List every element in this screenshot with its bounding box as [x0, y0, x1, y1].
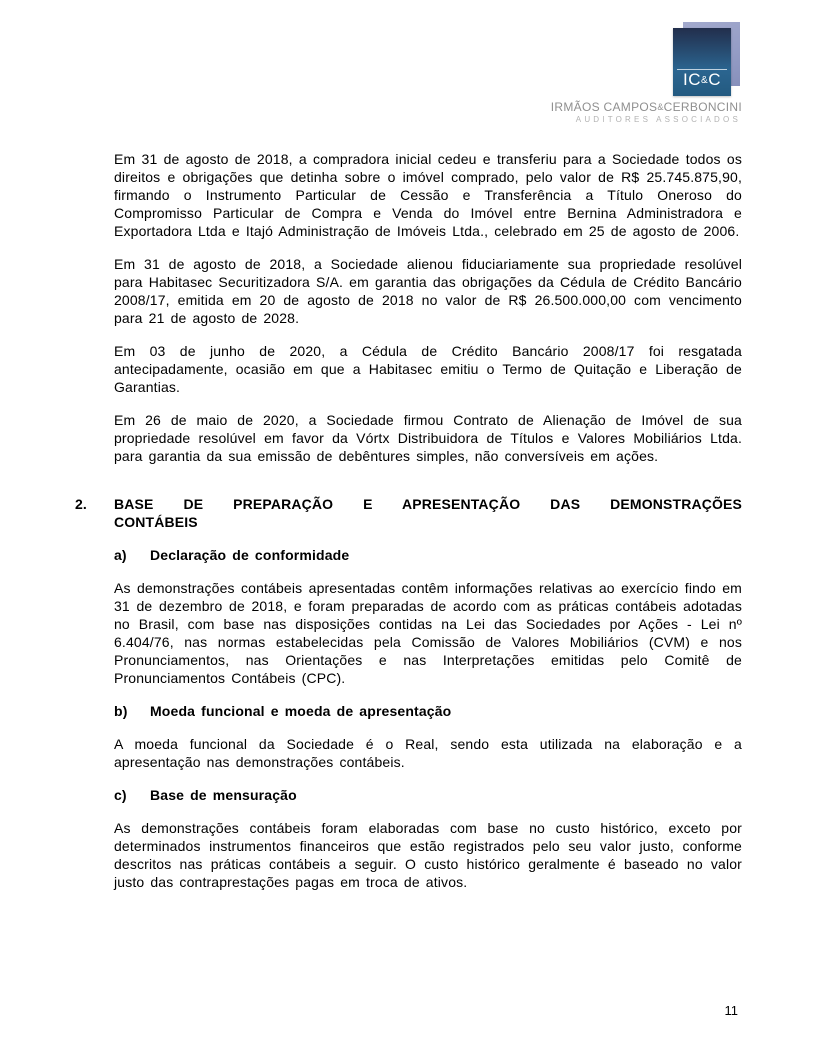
- subsection-c-title: Base de mensuração: [150, 787, 297, 803]
- company-name-prefix: IRMÃOS CAMPOS: [550, 100, 658, 114]
- logo-monogram-amp: &: [701, 75, 709, 86]
- subsection-a-title: Declaração de conformidade: [150, 547, 350, 563]
- section-2-number: 2.: [75, 496, 87, 512]
- icc-logo: [668, 18, 742, 98]
- subsection-a-label: a): [114, 547, 127, 563]
- subsection-b-heading: [114, 702, 742, 720]
- intro-paragraph-1: Em 31 de agosto de 2018, a compradora inicial cedeu e transferiu para a Sociedade todos os direitos e obrigações que detinha sobre o imóvel comprado, pelo valor de R$ 25.745.875,90, firmando o Instrumento Particular de Cessão e Transferência a Título Oneroso do Compromisso Particular de Compra e Venda do Imóvel entre Bernina Administradora e Exportadora Ltda e Itajó Administração de Imóveis Ltda., celebrado em 25 de agosto de 2006.: [114, 151, 742, 239]
- company-name-amp: &: [657, 102, 664, 112]
- header-logo: [551, 18, 742, 124]
- subsection-b-label: b): [114, 703, 128, 719]
- subsection-a-heading: [114, 546, 742, 564]
- logo-monogram: [677, 69, 727, 90]
- section-2-title-line-2: CONTÁBEIS: [114, 514, 198, 530]
- subsection-a-body: As demonstrações contábeis apresentadas contêm informações relativas ao exercício findo em 31 de dezembro de 2018, e foram preparadas de acordo com as práticas contábeis adotadas no Brasil, com base nas disposições contidas na Lei das Sociedades por Ações - Lei nº 6.404/76, nas normas estabelecidas pela Comissão de Valores Mobiliários (CVM) e nos Pronunciamentos, nas Orientações e nas Interpretações emitidas pelo Comitê de Pronunciamentos Contábeis (CPC).: [114, 580, 742, 686]
- intro-paragraph-3: Em 03 de junho de 2020, a Cédula de Crédito Bancário 2008/17 foi resgatada antecipadamente, ocasião em que a Habitasec emitiu o Termo de Quitação e Liberação de Garantias.: [114, 343, 742, 395]
- company-tagline: AUDITORES ASSOCIADOS: [575, 115, 741, 124]
- company-name-suffix: CERBONCINI: [663, 100, 742, 114]
- subsection-c-body: As demonstrações contábeis foram elaboradas com base no custo histórico, exceto por determinados instrumentos financeiros que estão registrados pelo seu valor justo, conforme descritos nas práticas contábeis a seguir. O custo histórico geralmente é baseado no valor justo das contraprestações pagas em troca de ativos.: [114, 820, 742, 890]
- section-2-heading: [75, 495, 742, 531]
- intro-paragraph-2: Em 31 de agosto de 2018, a Sociedade alienou fiduciariamente sua propriedade resolúvel para Habitasec Securitizadora S/A. em garantia das obrigações da Cédula de Crédito Bancário 2008/17, emitida em 20 de agosto de 2018 no valor de R$ 26.500.000,00 com vencimento para 21 de agosto de 2028.: [114, 256, 742, 326]
- logo-monogram-prefix: IC: [683, 70, 702, 89]
- subsection-c-heading: [114, 786, 742, 804]
- subsection-c-label: c): [114, 787, 127, 803]
- document-content: [75, 150, 742, 906]
- section-2-title: [114, 495, 742, 531]
- subsection-b-body: A moeda funcional da Sociedade é o Real, sendo esta utilizada na elaboração e a apresentação nas demonstrações contábeis.: [114, 736, 742, 770]
- logo-monogram-suffix: C: [708, 70, 721, 89]
- page-number: 11: [724, 1003, 738, 1018]
- subsection-b-title: Moeda funcional e moeda de apresentação: [150, 703, 452, 719]
- company-name: [551, 100, 742, 114]
- intro-paragraph-4: Em 26 de maio de 2020, a Sociedade firmou Contrato de Alienação de Imóvel de sua propriedade resolúvel em favor da Vórtx Distribuidora de Títulos e Valores Mobiliários Ltda. para garantia da sua emissão de debêntures simples, não conversíveis em ações.: [114, 412, 742, 464]
- section-2-title-line-1: BASE DE PREPARAÇÃO E APRESENTAÇÃO DAS DEMONSTRAÇÕES: [114, 496, 742, 512]
- logo-dark-square-icon: [673, 28, 731, 96]
